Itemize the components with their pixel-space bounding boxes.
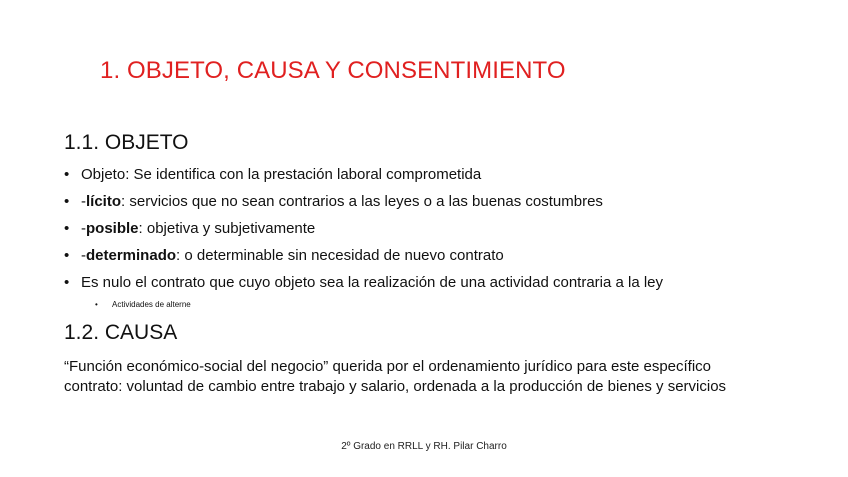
section-heading-objeto: 1.1. OBJETO (64, 131, 189, 154)
objeto-bullet-list (64, 165, 663, 300)
bullet-item: • -determinado: o determinable sin necesidad de nuevo contrato (64, 247, 504, 264)
causa-paragraph (64, 357, 824, 397)
bullet-icon: • (64, 166, 70, 183)
slide-footer: 2º Grado en RRLL y RH. Pilar Charro (341, 441, 507, 452)
bullet-item: • -posible: objetiva y subjetivamente (64, 220, 316, 237)
bullet-item: • Objeto: Se identifica con la prestación laboral comprometida (64, 166, 482, 183)
bullet-icon: • (64, 247, 70, 264)
sub-bullet-label: Actividades de alterne (112, 300, 191, 309)
bullet-icon: • (64, 193, 70, 210)
bullet-icon: • (64, 220, 70, 237)
bullet-icon: • (64, 274, 70, 291)
section-heading-causa: 1.2. CAUSA (64, 321, 178, 344)
causa-line: “Función económico-social del negocio” querida por el ordenamiento jurídico para este específico (64, 358, 712, 375)
sub-bullet-item (95, 300, 191, 309)
slide-title: 1. OBJETO, CAUSA Y CONSENTIMIENTO (100, 57, 566, 84)
bullet-item: • -lícito: servicios que no sean contrarios a las leyes o a las buenas costumbres (64, 193, 603, 210)
causa-line: contrato: voluntad de cambio entre trabajo y salario, ordenada a la producción de bienes y servicios (64, 378, 727, 395)
bullet-item: • Es nulo el contrato que cuyo objeto sea la realización de una actividad contraria a la ley (64, 274, 664, 291)
bullet-icon: • (95, 300, 98, 309)
